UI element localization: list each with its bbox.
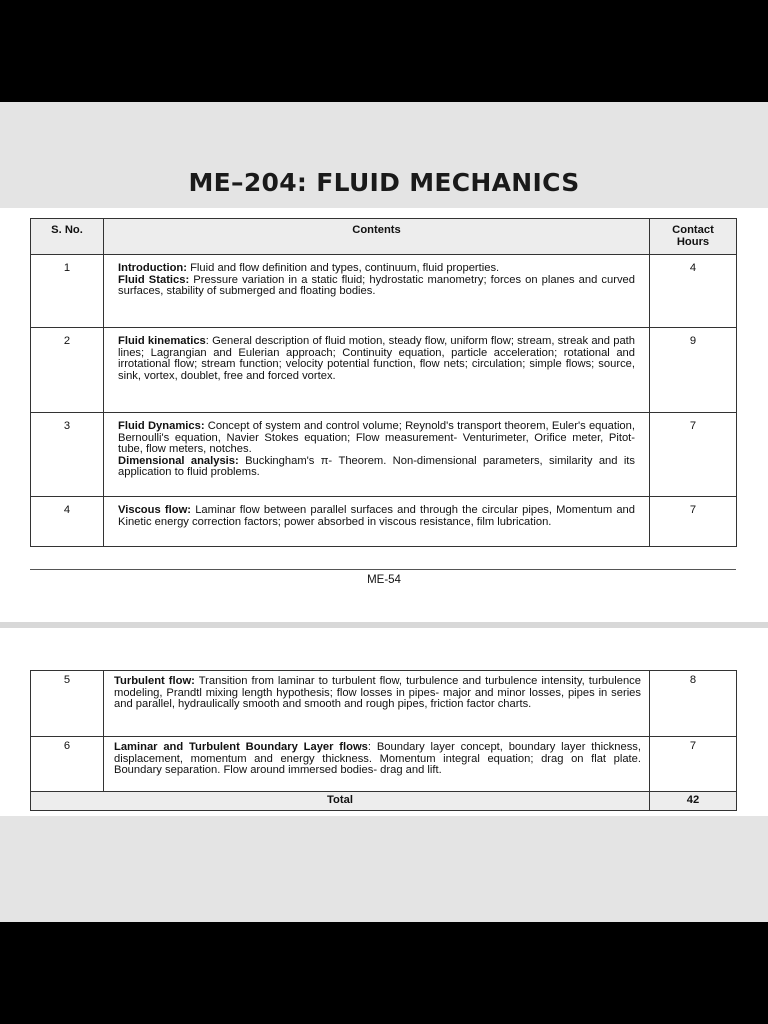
page-footer-band bbox=[0, 816, 768, 922]
content-text: Concept of system and control volume; Reynold's transport theorem, Euler's equation, Bernoulli's equation, Navier Stokes equation; Flow measurement- Venturimeter, Orifice meter, Pitot- tube, flow meters, notches. bbox=[118, 420, 635, 456]
page-divider bbox=[30, 569, 736, 570]
row-contents bbox=[104, 413, 650, 497]
content-block bbox=[118, 505, 635, 528]
document-title: ME–204: FLUID MECHANICS bbox=[188, 168, 580, 197]
content-block bbox=[118, 336, 635, 382]
content-block bbox=[118, 275, 635, 298]
content-text: : General description of fluid motion, steady flow, uniform flow; stream, streak and path lines; Lagrangian and Eulerian approach; Continuity equation, particle acceleration; rotational and irrotational flow; stream function; velocity potential function, flow nets; circulation; simple flows; source, sink, vortex, doublet, free and forced vortex. bbox=[118, 335, 635, 382]
row-hours: 9 bbox=[650, 328, 737, 413]
row-contents bbox=[104, 328, 650, 413]
content-block bbox=[114, 742, 641, 777]
syllabus-table-page-2 bbox=[30, 670, 737, 811]
content-heading: Dimensional analysis: bbox=[118, 454, 239, 467]
content-heading: Laminar and Turbulent Boundary Layer flows bbox=[114, 741, 368, 753]
row-contents bbox=[104, 255, 650, 328]
content-heading: Fluid Statics: bbox=[118, 273, 190, 286]
table-body-page-2 bbox=[31, 671, 737, 792]
row-hours: 7 bbox=[650, 497, 737, 547]
content-heading: Fluid Dynamics: bbox=[118, 420, 205, 432]
content-heading: Fluid kinematics bbox=[118, 335, 206, 347]
content-text: Transition from laminar to turbulent flow, turbulence and turbulence intensity, turbulence modeling, Prandtl mixing length hypothesis; flow losses in pipes- major and minor losses, pipes in series and parallel, hydraulically smooth and smooth and rough pipes, friction factor charts. bbox=[114, 675, 641, 711]
row-contents bbox=[104, 671, 650, 737]
content-heading: Viscous flow: bbox=[118, 504, 191, 516]
content-block bbox=[118, 456, 635, 479]
row-sno: 5 bbox=[31, 671, 104, 737]
content-heading: Introduction: bbox=[118, 262, 187, 274]
content-block bbox=[114, 676, 641, 711]
header-contents: Contents bbox=[104, 219, 650, 255]
total-row bbox=[31, 792, 737, 811]
table-row bbox=[31, 413, 737, 497]
row-hours: 8 bbox=[650, 671, 737, 737]
row-hours: 7 bbox=[650, 413, 737, 497]
header-sno: S. No. bbox=[31, 219, 104, 255]
total-value: 42 bbox=[650, 792, 737, 811]
row-hours: 4 bbox=[650, 255, 737, 328]
table-row bbox=[31, 328, 737, 413]
page-number: ME-54 bbox=[367, 574, 401, 586]
content-block bbox=[118, 421, 635, 456]
table-body-page-1 bbox=[31, 255, 737, 547]
row-sno: 2 bbox=[31, 328, 104, 413]
content-heading: Turbulent flow: bbox=[114, 675, 195, 687]
content-text: Pressure variation in a static fluid; hydrostatic manometry; forces on planes and curved surfaces, stability of submerged and floating bodies. bbox=[118, 273, 635, 298]
content-text: Fluid and flow definition and types, continuum, fluid properties. bbox=[186, 262, 500, 274]
content-text: Buckingham's π- Theorem. Non-dimensional parameters, similarity and its application to fluid problems. bbox=[118, 454, 636, 479]
content-text: : Boundary layer concept, boundary layer thickness, displacement, momentum and energy thickness. Momentum integral equation; drag on flat plate. Boundary separation. Flow around immersed bodies- drag and lift. bbox=[114, 741, 641, 777]
content-text: Laminar flow between parallel surfaces and through the circular pipes, Momentum and Kinetic energy correction factors; power absorbed in viscous resistance, film lubrication. bbox=[118, 504, 636, 528]
table-row bbox=[31, 671, 737, 737]
row-sno: 1 bbox=[31, 255, 104, 328]
table-row bbox=[31, 497, 737, 547]
row-contents bbox=[104, 737, 650, 792]
table-row bbox=[31, 255, 737, 328]
table-header-row bbox=[31, 219, 737, 255]
row-hours: 7 bbox=[650, 737, 737, 792]
row-sno: 4 bbox=[31, 497, 104, 547]
header-hours: Contact Hours bbox=[650, 219, 737, 255]
table-row bbox=[31, 737, 737, 792]
syllabus-table-page-1 bbox=[30, 218, 737, 547]
row-contents bbox=[104, 497, 650, 547]
row-sno: 6 bbox=[31, 737, 104, 792]
total-label: Total bbox=[31, 792, 650, 811]
row-sno: 3 bbox=[31, 413, 104, 497]
